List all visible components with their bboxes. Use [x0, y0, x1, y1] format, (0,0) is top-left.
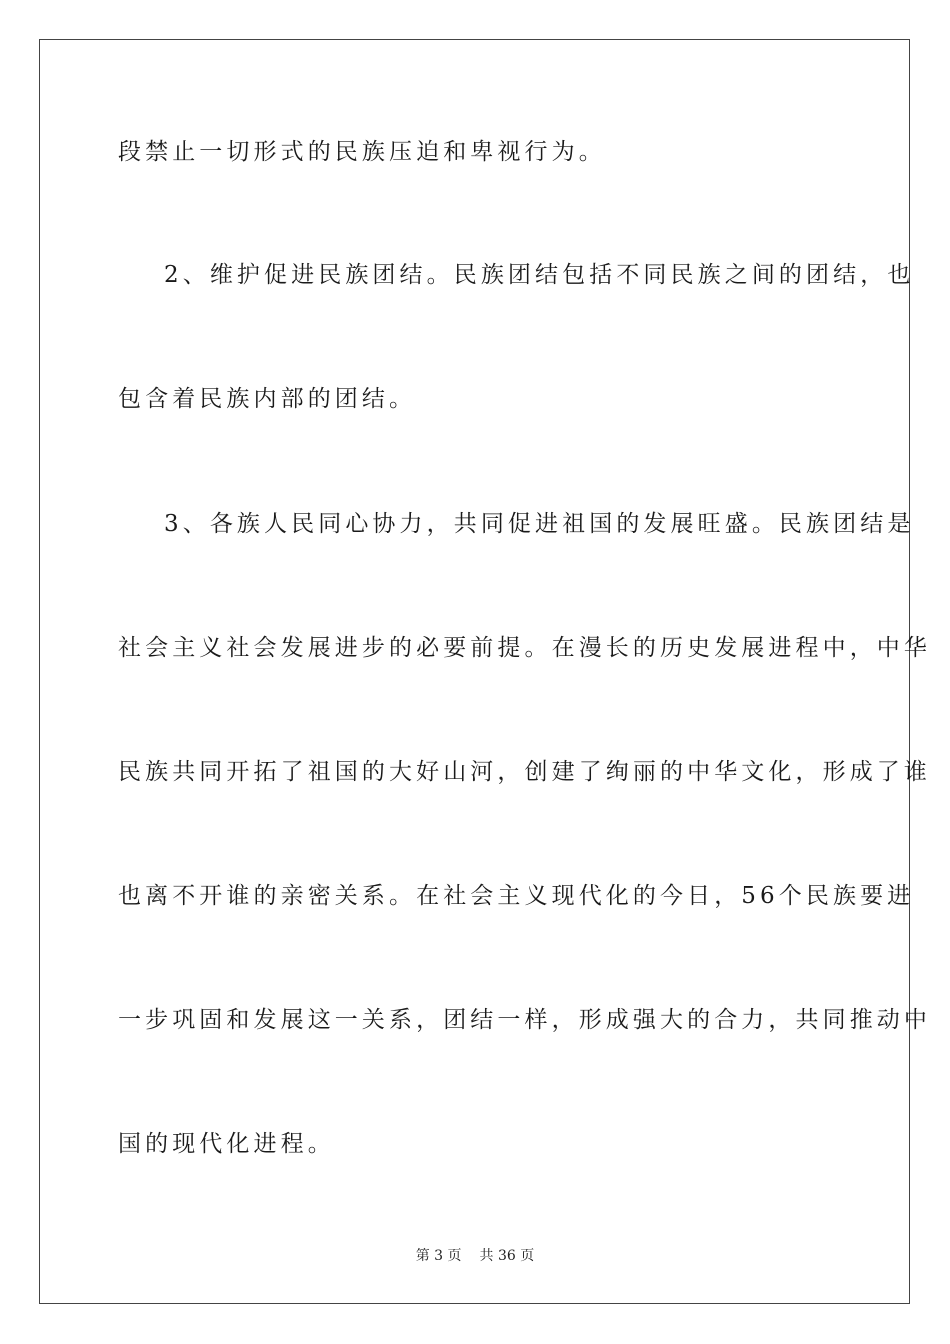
page-number: 第 3 页 — [415, 1248, 462, 1264]
paragraph-line: 段禁止一切形式的民族压迫和卑视行为。 — [118, 139, 606, 165]
paragraph-line: 社会主义社会发展进步的必要前提。在漫长的历史发展进程中，中华 — [118, 635, 931, 661]
page-border — [39, 39, 931, 1304]
paragraph-line: 也离不开谁的亲密关系。在社会主义现代化的今日，56个民族要进 — [118, 883, 915, 909]
paragraph-line: 2、维护促进民族团结。民族团结包括不同民族之间的团结，也 — [164, 262, 915, 288]
paragraph-line: 3、各族人民同心协力，共同促进祖国的发展旺盛。民族团结是 — [164, 511, 915, 537]
paragraph-line: 包含着民族内部的团结。 — [118, 386, 417, 412]
paragraph-line: 国的现代化进程。 — [118, 1131, 335, 1157]
paragraph-line: 民族共同开拓了祖国的大好山河，创建了绚丽的中华文化，形成了谁 — [118, 759, 931, 785]
page-footer — [0, 1246, 950, 1266]
total-pages: 共 36 页 — [479, 1248, 535, 1264]
paragraph-line: 一步巩固和发展这一关系，团结一样，形成强大的合力，共同推动中 — [118, 1007, 931, 1033]
